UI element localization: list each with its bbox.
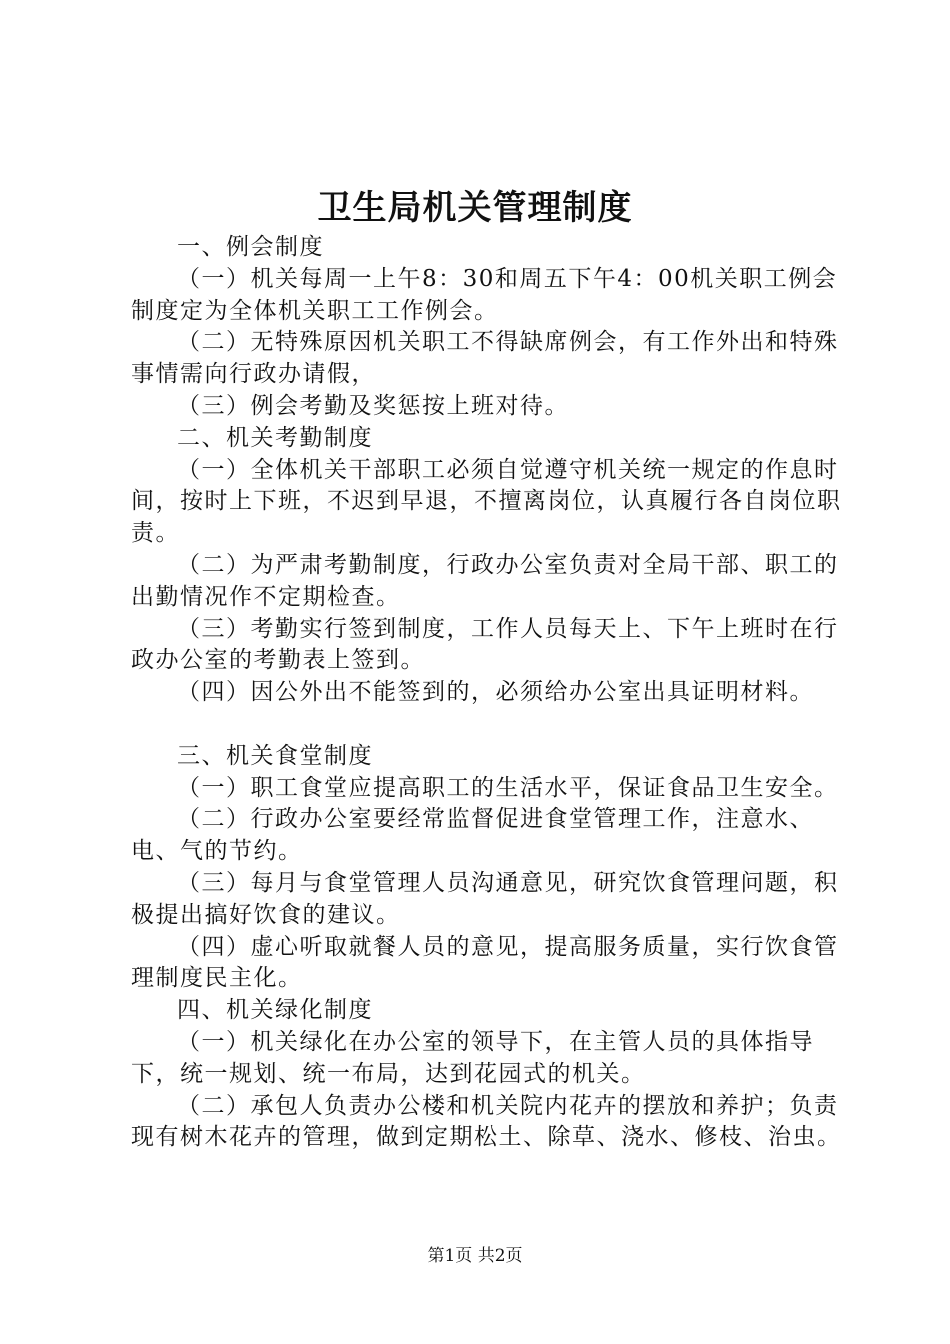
paragraph: （一）全体机关干部职工必须自觉遵守机关统一规定的作息时间，按时上下班，不迟到早退，不擅离岗位，认真履行各自岗位职责。: [131, 456, 842, 547]
paragraph: （一）机关每周一上午8：30和周五下午4：00机关职工例会制度定为全体机关职工工作例会。: [131, 265, 838, 324]
paragraph: （一）机关绿化在办公室的领导下，在主管人员的具体指导下，统一规划、统一布局，达到花园式的机关。: [131, 1028, 814, 1087]
section-heading: 一、例会制度: [177, 234, 324, 260]
paragraph: （二）行政办公室要经常监督促进食堂管理工作，注意水、电、气的节约。: [131, 806, 814, 865]
paragraph: （三）每月与食堂管理人员沟通意见，研究饮食管理问题，积极提出搞好饮食的建议。: [131, 869, 839, 928]
section-heading: 四、机关绿化制度: [177, 997, 373, 1024]
paragraph: （二）无特殊原因机关职工不得缺席例会，有工作外出和特殊事情需向行政办请假，: [131, 329, 839, 388]
paragraph: （三）例会考勤及奖惩按上班对待。: [177, 392, 569, 419]
section-heading: 二、机关考勤制度: [177, 424, 373, 451]
paragraph: （三）考勤实行签到制度，工作人员每天上、下午上班时在行政办公室的考勤表上签到。: [131, 615, 839, 674]
document-body: [131, 232, 847, 1154]
paragraph: （一）职工食堂应提高职工的生活水平，保证食品卫生安全。: [177, 774, 839, 801]
page-footer: 第1页 共2页: [427, 1246, 523, 1266]
paragraph: （四）因公外出不能签到的，必须给办公室出具证明材料。: [177, 679, 814, 706]
section-heading: 三、机关食堂制度: [177, 742, 373, 769]
document-title: 卫生局机关管理制度: [317, 188, 633, 228]
paragraph: （四）虚心听取就餐人员的意见，提高服务质量，实行饮食管理制度民主化。: [131, 933, 839, 992]
paragraph: （二）为严肃考勤制度，行政办公室负责对全局干部、职工的出勤情况作不定期检查。: [131, 551, 839, 610]
paragraph: （二）承包人负责办公楼和机关院内花卉的摆放和养护；负责现有树木花卉的管理，做到定期松土、除草、浇水、修枝、治虫。: [131, 1092, 842, 1151]
